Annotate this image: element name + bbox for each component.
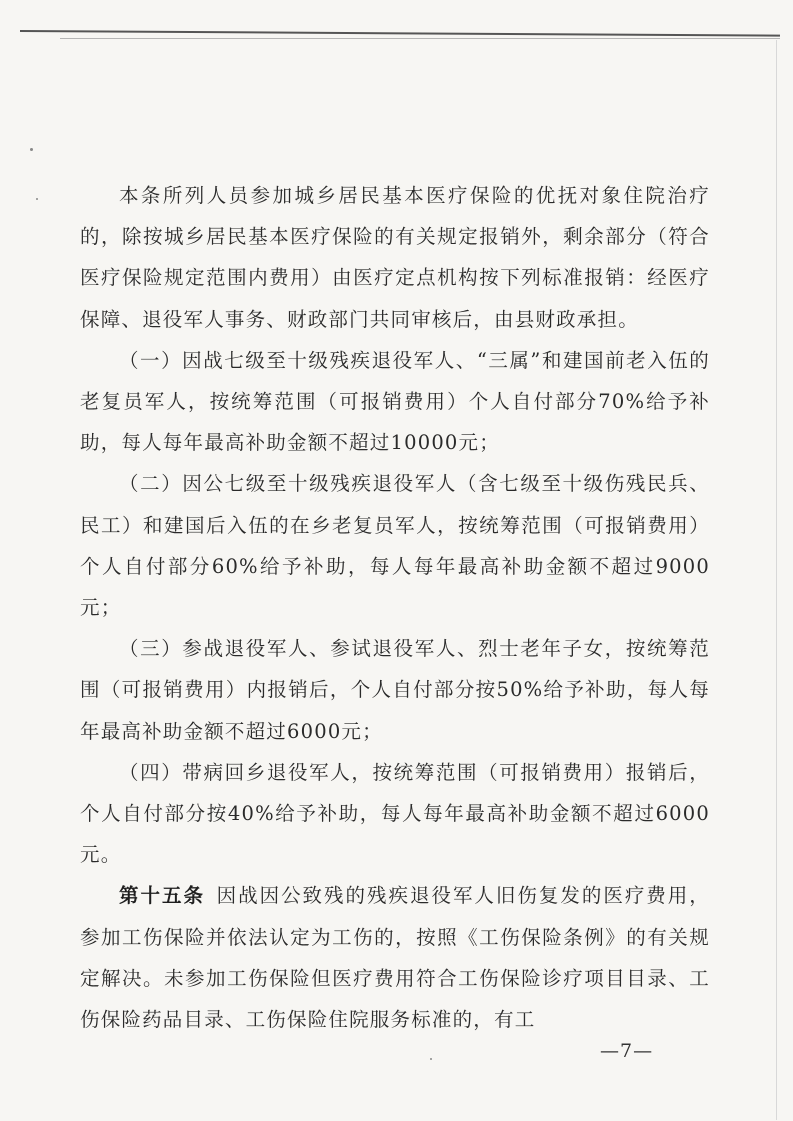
paragraph-item-2 [80, 463, 710, 628]
paragraph-article-15 [80, 875, 710, 1040]
paragraph-text: （一）因战七级至十级残疾退役军人、“三属”和建国前老入伍的老复员军人，按统筹范围（可报销费用）个人自付部分70%给予补助，每人每年最高补助金额不超过10000元； [80, 348, 710, 455]
paragraph-text: 因战因公致残的残疾退役军人旧伤复发的医疗费用，参加工伤保险并依法认定为工伤的，按照《工伤保险条例》的有关规定解决。未参加工伤保险但医疗费用符合工伤保险诊疗项目目录、工伤保险药品目录、工伤保险住院服务标准的，有工 [80, 884, 710, 1032]
paragraph-item-1 [80, 340, 710, 464]
scan-speck [36, 198, 38, 200]
article-heading: 第十五条 [119, 884, 205, 908]
scan-edge-line [20, 30, 780, 37]
scan-speck [430, 1058, 432, 1060]
scan-edge-line-faint [60, 38, 780, 39]
paragraph-item-3 [80, 628, 710, 752]
paragraph-text: （四）带病回乡退役军人，按统筹范围（可报销费用）报销后，个人自付部分按40%给予补助，每人每年最高补助金额不超过6000元。 [80, 760, 710, 867]
paragraph-item-4 [80, 752, 710, 876]
page-number: —7— [600, 1040, 654, 1062]
paragraph-text: （三）参战退役军人、参试退役军人、烈士老年子女，按统筹范围（可报销费用）内报销后，个人自付部分按50%给予补助，每人每年最高补助金额不超过6000元； [80, 637, 710, 743]
scan-speck [30, 148, 33, 151]
document-body [80, 175, 710, 1040]
paragraph-text: 本条所列人员参加城乡居民基本医疗保险的优抚对象住院治疗的，除按城乡居民基本医疗保险的有关规定报销外，剩余部分（符合医疗保险规定范围内费用）由医疗定点机构按下列标准报销：经医疗保障、退役军人事务、财政部门共同审核后，由县财政承担。 [80, 184, 710, 331]
scan-edge-right [776, 40, 777, 1120]
paragraph-intro [80, 175, 710, 340]
paragraph-text: （二）因公七级至十级残疾退役军人（含七级至十级伤残民兵、民工）和建国后入伍的在乡老复员军人，按统筹范围（可报销费用）个人自付部分60%给予补助，每人每年最高补助金额不超过9000元； [80, 472, 710, 620]
